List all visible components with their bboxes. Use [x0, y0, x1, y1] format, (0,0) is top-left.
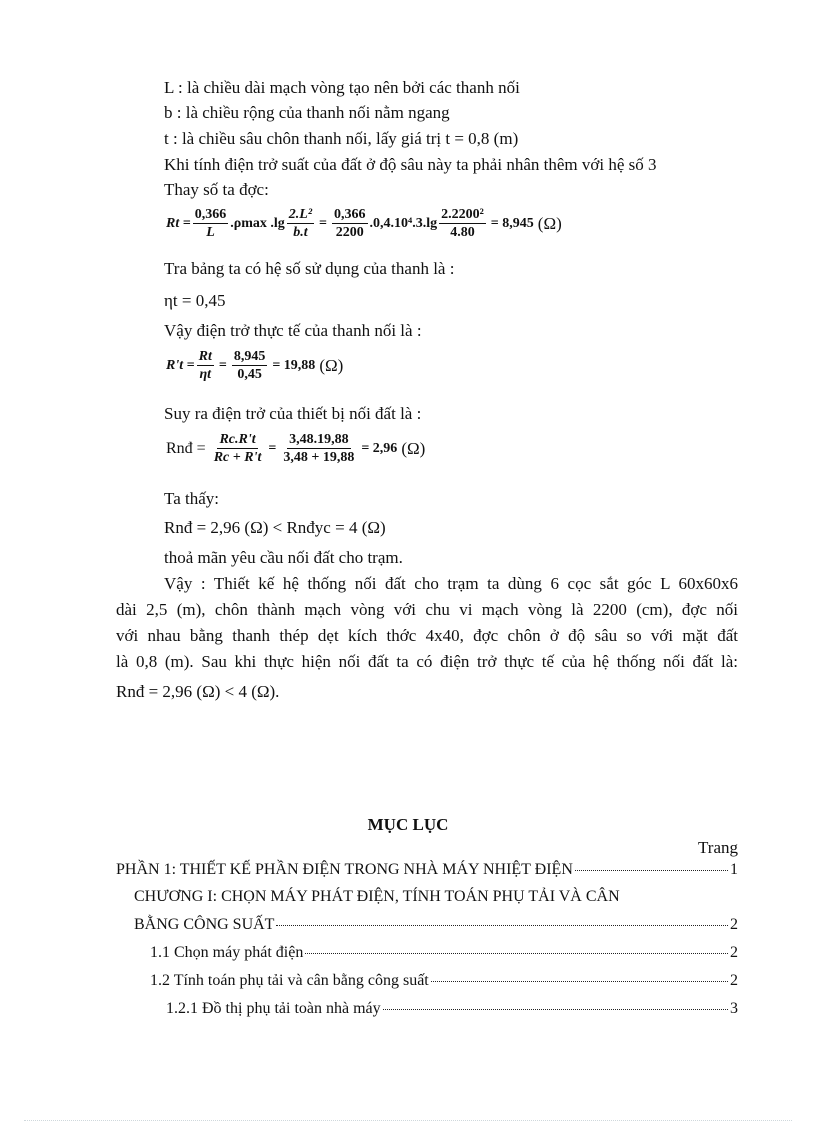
toc-item[interactable]: [166, 1000, 738, 1018]
eq3-frac2-num: 3,48.19,88: [289, 432, 349, 447]
eq1-frac2-num: 2.L²: [288, 207, 313, 222]
toc-item[interactable]: [116, 861, 738, 879]
eq1-lhs: Rt =: [166, 215, 191, 231]
eq3-frac2: [281, 431, 356, 466]
eq1-mid2: .0,4.10⁴.3.lg: [369, 215, 438, 231]
eq2-frac1-den: ηt: [199, 367, 212, 382]
toc-item-text: 1.1 Chọn máy phát điện: [150, 944, 304, 961]
eq2-unit: (Ω): [319, 355, 344, 375]
eq1-frac1: [193, 206, 229, 241]
eq3-frac1: [212, 431, 264, 466]
eq3-frac2-den: 3,48 + 19,88: [283, 450, 355, 465]
eq3-frac1-num: Rc.R't: [219, 432, 256, 447]
eq1-frac4-den: 4.80: [450, 225, 475, 240]
eq3-equals: =: [268, 440, 277, 456]
toc-leader: [383, 1008, 728, 1010]
eq2-frac1: [197, 348, 214, 383]
eq1-frac3: [332, 206, 368, 241]
eq1-mid1: .ρmax .lg: [230, 215, 285, 231]
equation-rt: [166, 206, 562, 241]
equation-rnd: [166, 431, 425, 466]
toc-item-text: BẰNG CÔNG SUẤT: [134, 916, 275, 933]
eq2-result: = 19,88: [272, 357, 316, 373]
text-line-we-see: Ta thấy:: [164, 489, 219, 508]
eq1-frac4: [439, 206, 486, 241]
text-line-satisfy: thoả mãn yêu cầu nối đất cho trạm.: [164, 548, 403, 567]
eq2-frac2-den: 0,45: [237, 367, 262, 382]
text-line-eta: ηt = 0,45: [164, 291, 226, 310]
toc-item[interactable]: [150, 972, 738, 990]
toc-leader: [575, 869, 728, 871]
paragraph-line-5: Rnđ = 2,96 (Ω) < 4 (Ω).: [116, 682, 280, 701]
paragraph-line-3: với nhau bằng thanh thép dẹt kích thớc 4x40, đợc chôn ở độ sâu so với mặt đất: [116, 626, 738, 645]
toc-item[interactable]: [150, 944, 738, 962]
eq3-frac1-den: Rc + R't: [213, 450, 262, 465]
toc-title: MỤC LỤC: [367, 815, 449, 834]
text-line-t: t : là chiều sâu chôn thanh nối, lấy giá trị t = 0,8 (m): [164, 129, 519, 148]
text-line-substitute: Thay số ta đợc:: [164, 180, 269, 199]
toc-page-label: Trang: [698, 838, 738, 857]
text-line-actual-resistance: Vậy điện trở thực tế của thanh nối là :: [164, 321, 422, 340]
eq2-frac2-num: 8,945: [233, 349, 266, 364]
toc-item-text: 1.2 Tính toán phụ tải và cân bằng công suất: [150, 972, 429, 989]
text-line-comparison: Rnđ = 2,96 (Ω) < Rnđyc = 4 (Ω): [164, 518, 386, 537]
eq2-frac2: [232, 348, 268, 383]
eq1-frac2-den: b.t: [293, 225, 308, 240]
toc-item[interactable]: [134, 916, 738, 934]
eq1-frac1-num: 0,366: [194, 207, 227, 222]
equation-rt-prime: [166, 348, 343, 383]
paragraph-line-2: dài 2,5 (m), chôn thành mạch vòng với chu vi mạch vòng là 2200 (cm), đợc nối: [116, 600, 738, 619]
eq1-equals: =: [319, 215, 327, 231]
eq2-equals: =: [218, 357, 227, 373]
paragraph-line-4: là 0,8 (m). Sau khi thực hiện nối đất ta có điện trở thực tế của hệ thống nối đất là:: [116, 652, 738, 671]
toc-leader: [431, 980, 728, 982]
toc-item-text: CHƯƠNG I: CHỌN MÁY PHÁT ĐIỆN, TÍNH TOÁN PHỤ TẢI VÀ CÂN: [134, 888, 620, 905]
toc-leader: [276, 924, 728, 926]
eq1-frac1-den: L: [206, 225, 215, 240]
paragraph-line-1: Vậy : Thiết kế hệ thống nối đất cho trạm ta dùng 6 cọc sắt góc L 60x60x6: [164, 574, 738, 593]
text-line-grounding-device: Suy ra điện trở của thiết bị nối đất là :: [164, 404, 422, 423]
text-line-l: L : là chiều dài mạch vòng tạo nên bởi các thanh nối: [164, 78, 520, 97]
text-line-coefficient: Khi tính điện trở suất của đất ở độ sâu này ta phải nhân thêm với hệ số 3: [164, 155, 657, 174]
toc-item-page: 2: [730, 972, 738, 989]
eq3-result: = 2,96: [361, 440, 398, 456]
text-line-b: b : là chiều rộng của thanh nối nằm ngang: [164, 103, 450, 122]
eq1-result: = 8,945: [490, 215, 534, 231]
toc-item-page: 2: [730, 916, 738, 933]
toc-item-page: 1: [730, 861, 738, 878]
eq1-frac3-den: 2200: [335, 225, 364, 240]
eq2-frac1-num: Rt: [198, 349, 212, 364]
toc-item-text: PHẦN 1: THIẾT KẾ PHẦN ĐIỆN TRONG NHÀ MÁY NHIỆT ĐIỆN: [116, 861, 573, 878]
eq1-frac2: [287, 206, 314, 241]
text-line-table: Tra bảng ta có hệ số sử dụng của thanh là :: [164, 259, 455, 278]
toc-leader: [305, 952, 728, 954]
eq2-lhs: R't =: [166, 357, 195, 373]
page-bottom-rule: [24, 1120, 792, 1121]
eq1-unit: (Ω): [537, 213, 562, 233]
eq1-frac3-num: 0,366: [334, 207, 366, 222]
eq3-lhs: Rnđ =: [166, 439, 206, 457]
eq3-unit: (Ω): [401, 438, 426, 458]
eq1-frac4-num: 2.2200²: [441, 207, 484, 222]
toc-item-page: 2: [730, 944, 738, 961]
toc-item-page: 3: [730, 1000, 738, 1017]
toc-item-text: 1.2.1 Đồ thị phụ tải toàn nhà máy: [166, 1000, 381, 1017]
toc-item[interactable]: [134, 888, 738, 906]
